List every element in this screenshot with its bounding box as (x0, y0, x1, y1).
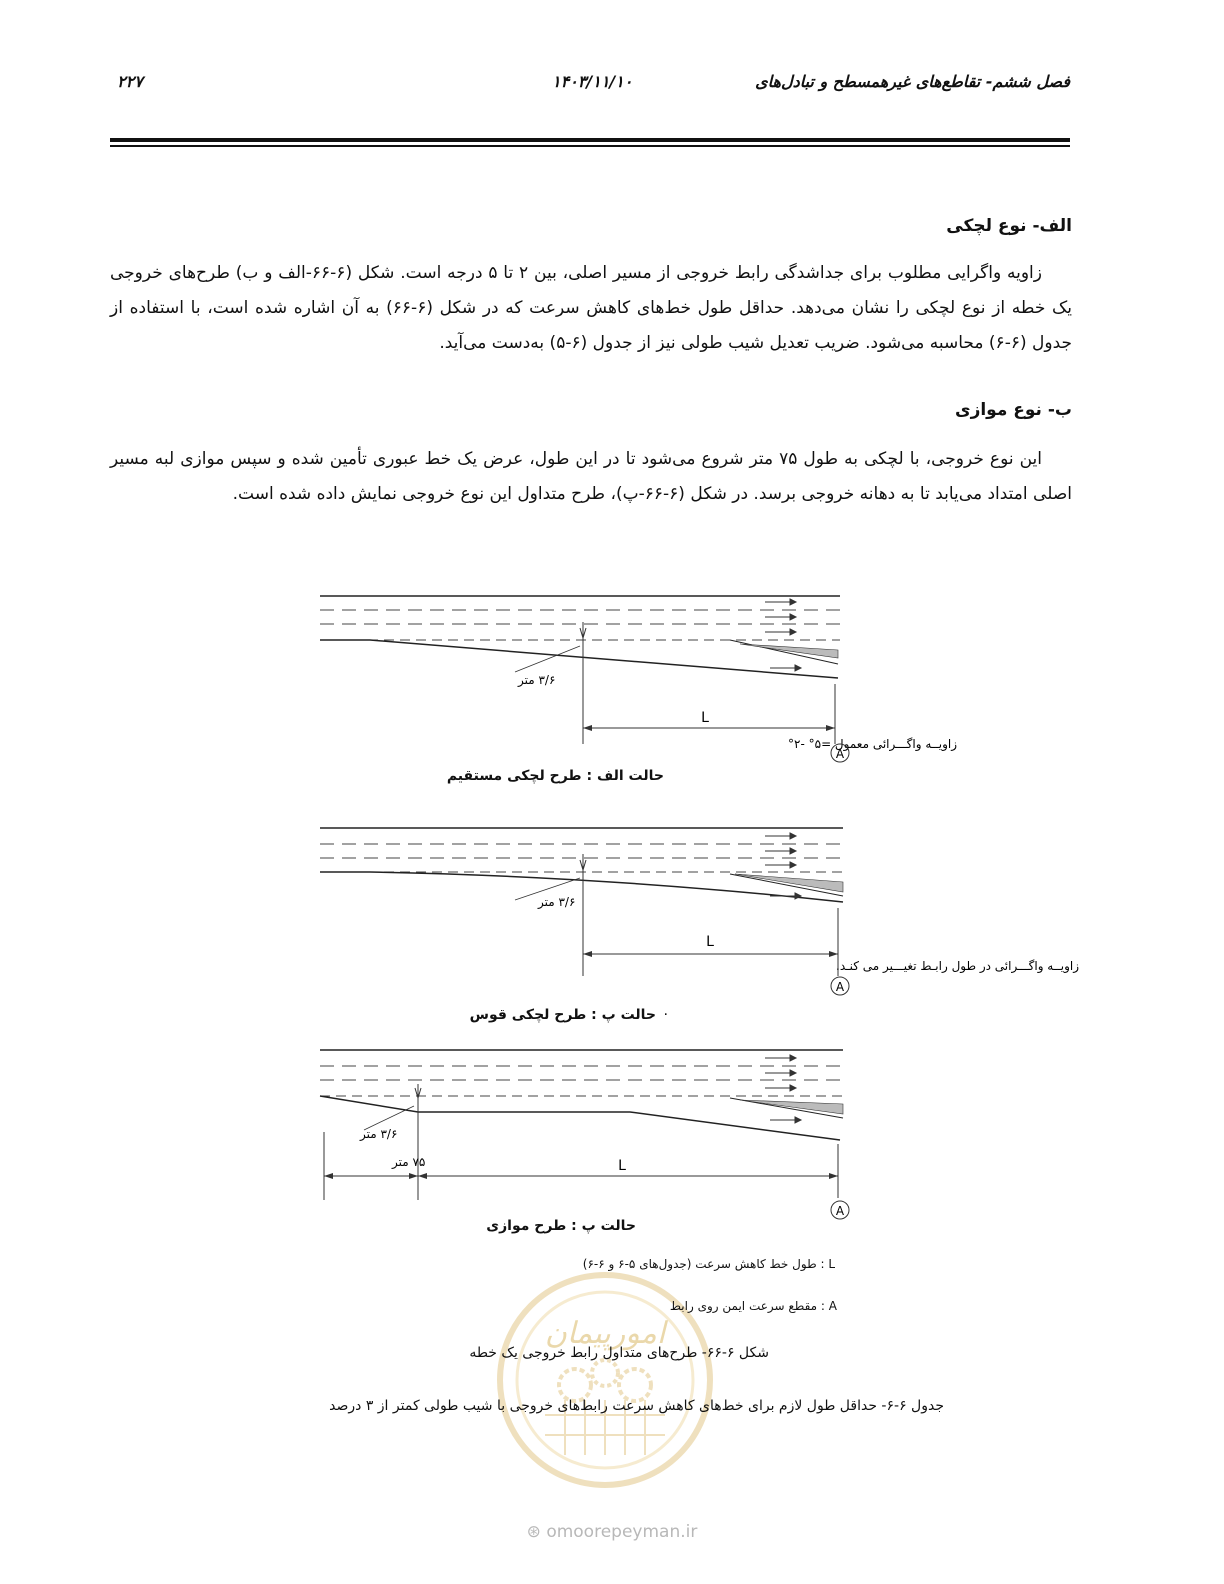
section-a-title: الف- نوع لچکی (946, 216, 1072, 236)
panel-c-length-label: L (618, 1158, 626, 1174)
header-date: ۱۴۰۳/۱۱/۱۰ (552, 72, 633, 91)
panel-b-angle-label: زاویــه واگـــرائی در طول رابـط تغیـــیر می کنـد. (836, 959, 1080, 973)
panel-b-caption: حالت پ : طرح لچکی قوس (469, 1007, 656, 1023)
panel-c-taper-label: ۷۵ متر (392, 1155, 426, 1169)
panel-c-width-label: ۳/۶ متر (360, 1127, 398, 1141)
diagram-panel-c (300, 1040, 860, 1224)
header-rule-thick (110, 138, 1070, 142)
legend-item-l: L : طول خط کاهش سرعت (جدول‌های ۵-۶ و ۶-۶) (582, 1257, 835, 1271)
table-caption: جدول ۶-۶- حداقل طول لازم برای خط‌های کاهش سرعت رابط‌های خروجی با شیب طولی کمتر از ۳ درصد (329, 1398, 944, 1414)
panel-a-point-label: A (835, 747, 845, 761)
panel-b-caption-mark: ٠ (662, 1006, 670, 1022)
footer-site-text: omoorepeyman.ir (546, 1522, 698, 1542)
panel-a-angle-label: زاویــه واگـــرائی معمول =۵° -۲° (788, 737, 958, 751)
footer-site (0, 1522, 1224, 1542)
panel-b-point-label: A (835, 980, 845, 994)
page-number: ۲۲۷ (117, 72, 143, 91)
section-b-paragraph: این نوع خروجی، با لچکی به طول ۷۵ متر شروع می‌شود تا در این طول، عرض یک خط عبوری تأمین شده و سپس موازی لبه مسیر اصلی امتداد می‌یابد تا به دهانه خروجی برسد. در شکل (۶-۶۶-پ)، طرح متداول این نوع خروجی نمایش داده شده است. (110, 449, 1072, 504)
panel-a-length-label: L (701, 710, 709, 726)
panel-c-caption: حالت پ : طرح موازی (486, 1218, 636, 1234)
header-rule-thin (110, 145, 1070, 147)
footer-site-icon: ⊛ (526, 1522, 541, 1542)
diagram-panel-b (300, 816, 1080, 1000)
figure-caption: شکل ۶-۶۶- طرح‌های متداول رابط خروجی یک خطه (469, 1345, 769, 1361)
section-a-paragraph: زاویه واگرایی مطلوب برای جداشدگی رابط خروجی از مسیر اصلی، بین ۲ تا ۵ درجه است. شکل (۶-۶۶-الف و ب) طرح‌های خروجی یک خطه از نوع لچکی را نشان می‌دهد. حداقل طول خط‌های کاهش سرعت که در شکل (۶-۶۶) به آن اشاره شده است، با استفاده از جدول (۶-۶) محاسبه می‌شود. ضریب تعدیل شیب طولی نیز از جدول (۶-۵) به‌دست می‌آید. (110, 263, 1072, 353)
panel-b-width-label: ۳/۶ متر (538, 895, 576, 909)
panel-a-caption: حالت الف : طرح لچکی مستقیم (446, 768, 664, 784)
watermark-text: امورپیمان (544, 1316, 666, 1351)
legend-item-a: A : مقطع سرعت ایمن روی رابط (669, 1299, 837, 1313)
panel-c-point-label: A (835, 1204, 845, 1218)
chapter-title: فصل ششم- تقاطع‌های غیرهمسطح و تبادل‌های (755, 72, 1070, 91)
panel-a-width-label: ۳/۶ متر (518, 673, 556, 687)
section-b-title: ب- نوع موازی (954, 400, 1072, 420)
panel-b-length-label: L (706, 934, 714, 950)
diagram-panel-a (300, 588, 958, 768)
